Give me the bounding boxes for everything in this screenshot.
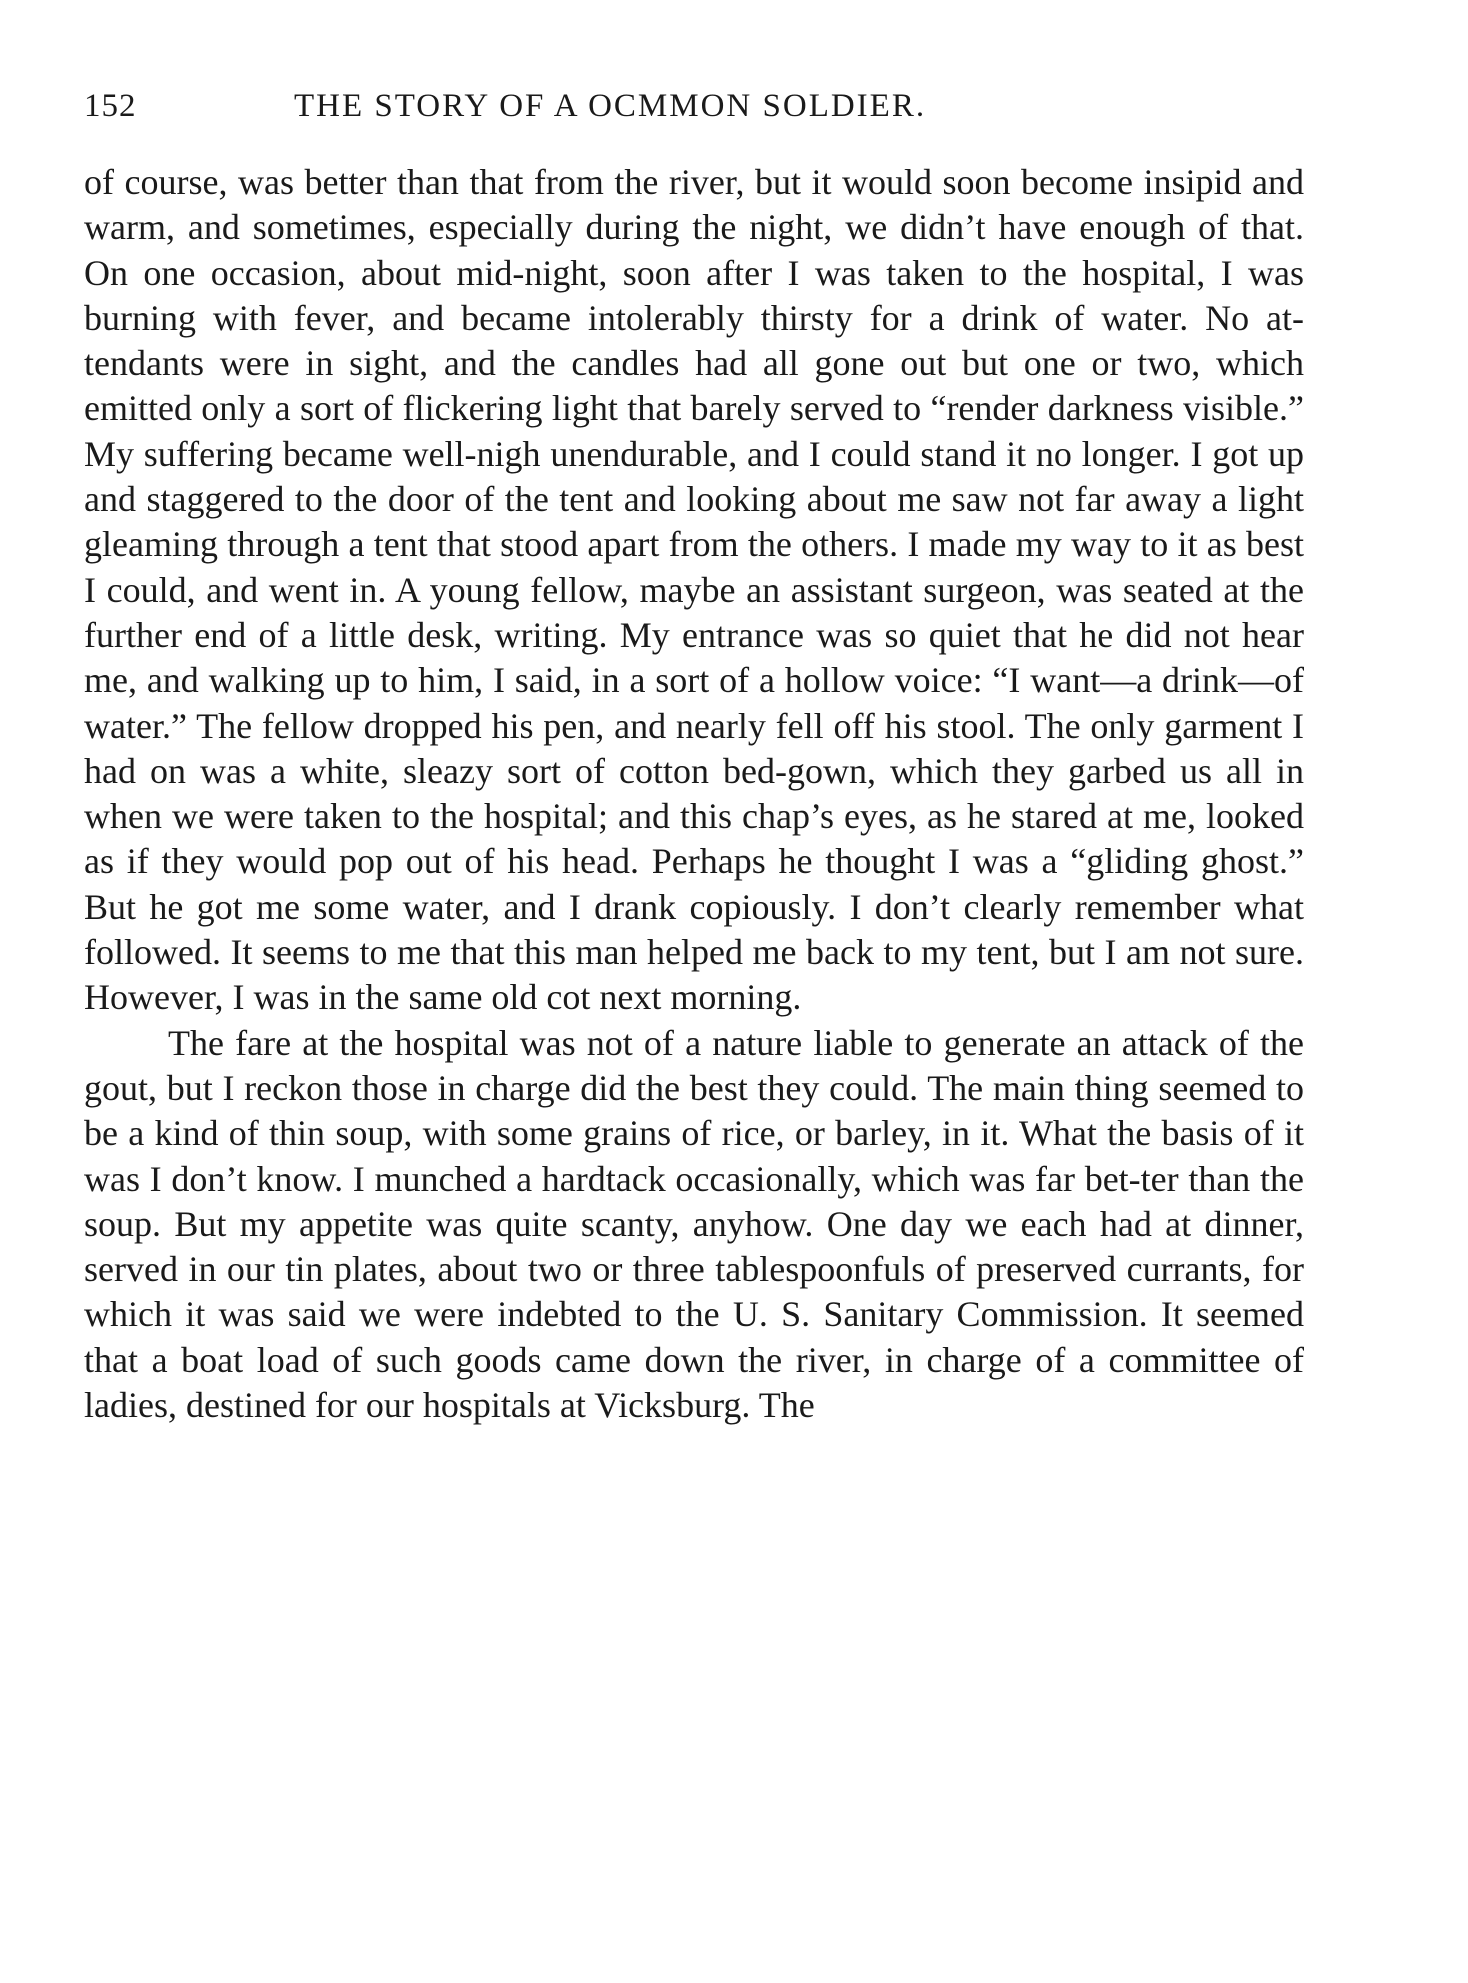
running-title: THE STORY OF A OCMMON SOLDIER.: [294, 88, 927, 124]
body-text: [84, 160, 1304, 1428]
page-number: 152: [84, 88, 137, 124]
paragraph-hospital-fare: The fare at the hospital was not of a nature liable to generate an attack of the gout, but I reckon those in charge did the best they could. The main thing seemed to be a kind of thin soup, with some grains of rice, or barley, in it. What the basis of it was I don’t know. I munched a hardtack occasionally, which was far bet-ter than the soup. But my appetite was quite scanty, anyhow. One day we each had at dinner, served in our tin plates, about two or three tablespoonfuls of preserved currants, for which it was said we were indebted to the U. S. Sanitary Commission. It seemed that a boat load of such goods came down the river, in charge of a committee of ladies, destined for our hospitals at Vicksburg. The: [84, 1022, 1304, 1426]
paragraph-continued: of course, was better than that from the river, but it would soon become insipid and warm, and sometimes, especially during the night, we didn’t have enough of that. On one occasion, about mid-night, soon after I was taken to the hospital, I was burning with fever, and became intolerably thirsty for a drink of water. No at-tendants were in sight, and the candles had all gone out but one or two, which emitted only a sort of flickering light that barely served to “render darkness visible.” My suffering became well-nigh unendurable, and I could stand it no longer. I got up and staggered to the door of the tent and looking about me saw not far away a light gleaming through a tent that stood apart from the others. I made my way to it as best I could, and went in. A young fellow, maybe an assistant surgeon, was seated at the further end of a little desk, writing. My entrance was so quiet that he did not hear me, and walking up to him, I said, in a sort of a hollow voice: “I want—a drink—of water.” The fellow dropped his pen, and nearly fell off his stool. The only garment I had on was a white, sleazy sort of cotton bed-gown, which they garbed us all in when we were taken to the hospital; and this chap’s eyes, as he stared at me, looked as if they would pop out of his head. Perhaps he thought I was a “gliding ghost.” But he got me some water, and I drank copiously. I don’t clearly remember what followed. It seems to me that this man helped me back to my tent, but I am not sure. However, I was in the same old cot next morning.: [84, 162, 1304, 1018]
running-head: [84, 88, 1304, 138]
